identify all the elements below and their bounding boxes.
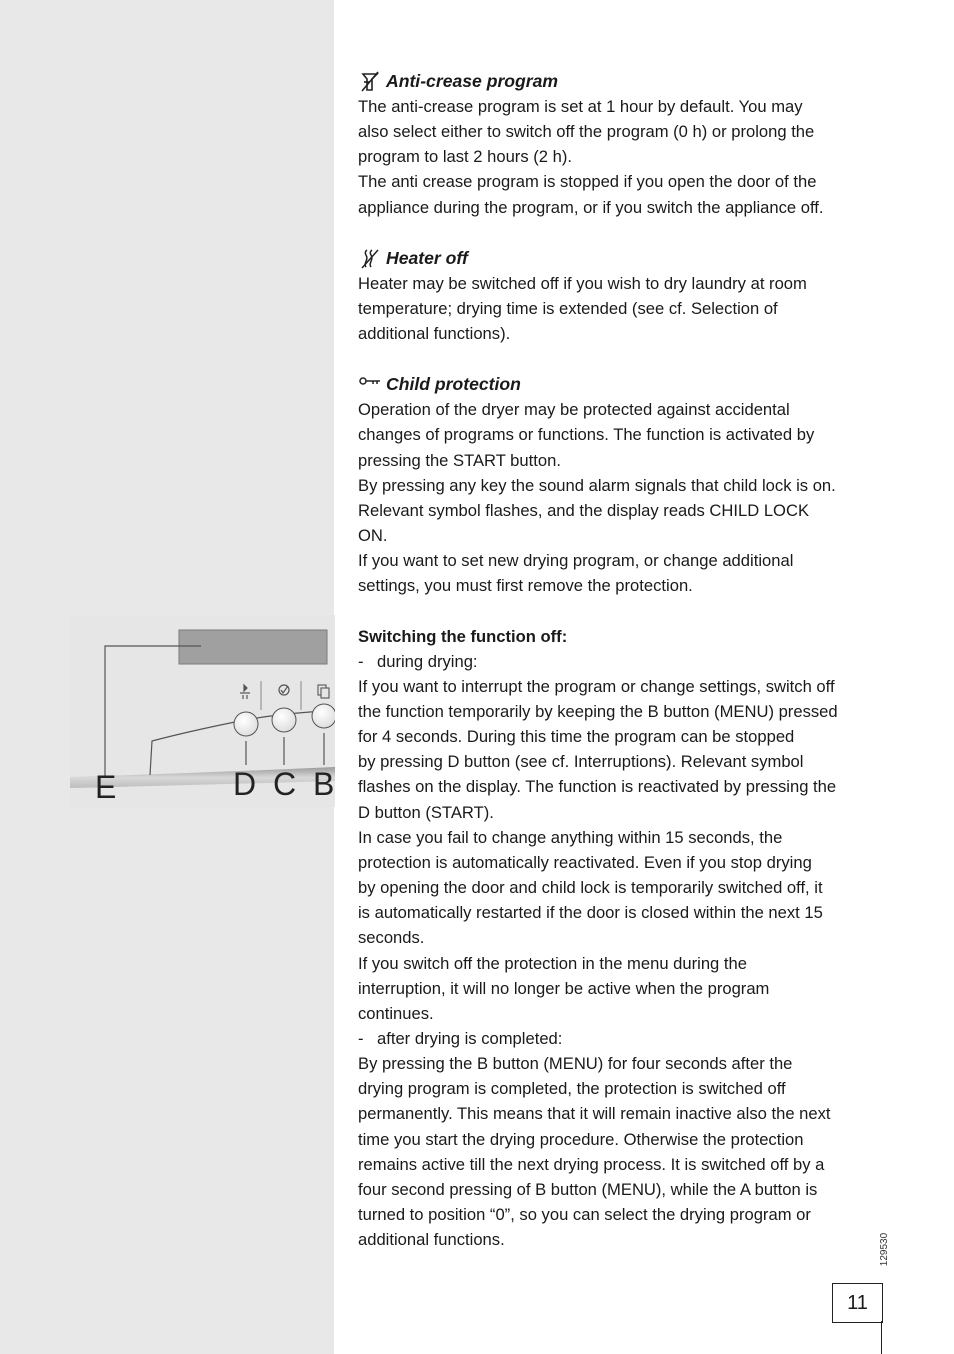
heater-off-line: additional functions). [358, 324, 511, 344]
key-icon [358, 373, 382, 397]
switching-off-line: If you switch off the protection in the menu during the [358, 953, 747, 973]
switching-off-line: permanently. This means that it will remain inactive also the next [358, 1104, 831, 1124]
heater-off-line: Heater may be switched off if you wish to dry laundry at room [358, 273, 807, 293]
switching-off-line: is automatically restarted if the door is closed within the next 15 [358, 903, 823, 923]
switching-off-line: continues. [358, 1003, 434, 1023]
document-code-text: 129530 [879, 1232, 891, 1267]
child-protection-line: If you want to set new drying program, or change additional [358, 551, 794, 571]
switching-off-line: By pressing the B button (MENU) for four seconds after the [358, 1054, 793, 1074]
switching-off-line: for 4 seconds. During this time the program can be stopped [358, 727, 795, 747]
button-c [272, 708, 296, 732]
switching-off-line: by pressing D button (see cf. Interruptions). Relevant symbol [358, 752, 804, 772]
label-d: D [233, 766, 257, 802]
heater-off-line: temperature; drying time is extended (see cf. Selection of [358, 298, 778, 318]
switching-off-line: flashes on the display. The function is reactivated by pressing the [358, 777, 837, 797]
switching-off-line: time you start the drying procedure. Otherwise the protection [358, 1129, 804, 1149]
label-c: C [273, 766, 297, 802]
document-code [879, 1220, 904, 1280]
page-number: 11 [832, 1283, 883, 1323]
switching-off-line: seconds. [358, 928, 425, 948]
switching-off-line: remains active till the next drying process. It is switched off by a [358, 1154, 825, 1174]
switching-off-line: the function temporarily by keeping the B button (MENU) pressed [358, 701, 838, 721]
switching-off-line: D button (START). [358, 802, 494, 822]
label-e: E [95, 769, 117, 805]
switching-off-line: additional functions. [358, 1230, 505, 1250]
display-window [179, 630, 327, 664]
label-b: B [313, 766, 335, 802]
child-protection-title: Child protection [386, 374, 521, 395]
control-panel-illustration [70, 615, 335, 807]
dash: - [358, 1029, 364, 1048]
page-number-rule [881, 1321, 882, 1354]
child-protection-heading [358, 371, 888, 397]
anti-crease-heading [358, 68, 888, 94]
during-drying-label: during drying: [377, 651, 478, 671]
child-protection-line: pressing the START button. [358, 450, 561, 470]
anti-crease-icon [358, 70, 382, 94]
switching-off-line: In case you fail to change anything within 15 seconds, the [358, 827, 783, 847]
switching-off-line: protection is automatically reactivated. Even if you stop drying [358, 852, 812, 872]
anti-crease-title: Anti-crease program [386, 70, 559, 91]
button-d [234, 712, 258, 736]
child-protection-line: By pressing any key the sound alarm signals that child lock is on. [358, 475, 836, 495]
switching-off-line: four second pressing of B button (MENU), while the A button is [358, 1179, 818, 1199]
anti-crease-line: appliance during the program, or if you switch the appliance off. [358, 197, 824, 217]
child-protection-line: settings, you must first remove the protection. [358, 576, 693, 596]
switching-off-line: turned to position “0”, so you can select the drying program or [358, 1205, 811, 1225]
after-drying-label: after drying is completed: [377, 1029, 563, 1048]
heater-off-title: Heater off [386, 247, 468, 268]
button-b [312, 704, 335, 728]
child-protection-line: Operation of the dryer may be protected against accidental [358, 400, 790, 420]
switching-off-line: drying program is completed, the protection is switched off [358, 1079, 786, 1099]
switching-off-line: by opening the door and child lock is temporarily switched off, it [358, 878, 823, 898]
dash: - [358, 651, 364, 671]
switching-off-title: Switching the function off: [358, 626, 568, 646]
child-protection-line: ON. [358, 526, 388, 546]
switching-off-line: interruption, it will no longer be active when the program [358, 978, 770, 998]
child-protection-line: Relevant symbol flashes, and the display reads CHILD LOCK [358, 500, 810, 520]
anti-crease-line: The anti-crease program is set at 1 hour by default. You may [358, 97, 803, 116]
anti-crease-line: program to last 2 hours (2 h). [358, 147, 572, 167]
main-text [358, 68, 888, 1252]
during-drying-item [358, 649, 888, 674]
anti-crease-line: The anti crease program is stopped if you open the door of the [358, 172, 817, 192]
child-protection-line: changes of programs or functions. The function is activated by [358, 425, 815, 445]
control-panel-drawing [70, 615, 335, 807]
switching-off-line: If you want to interrupt the program or change settings, switch off [358, 676, 835, 696]
heater-off-heading [358, 245, 888, 271]
after-drying-item [358, 1026, 888, 1051]
heater-off-icon [358, 247, 382, 271]
anti-crease-line: also select either to switch off the program (0 h) or prolong the [358, 122, 815, 142]
